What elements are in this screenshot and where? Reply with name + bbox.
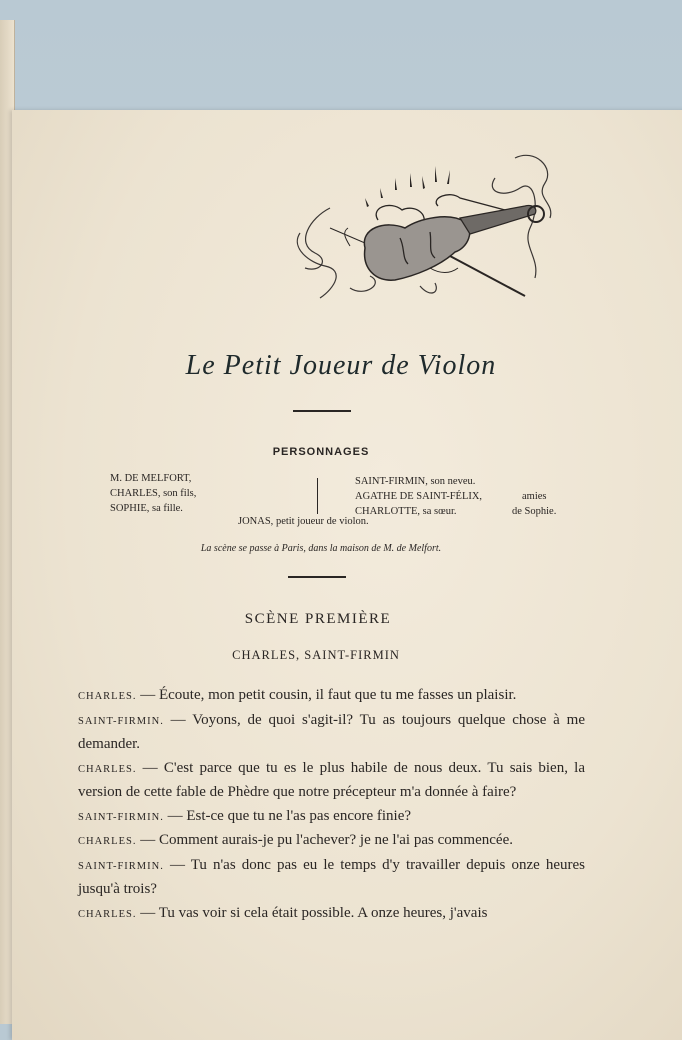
cast-entry: M. DE MELFORT, (110, 473, 192, 484)
scene-setting: La scène se passe à Paris, dans la maison de M. de Melfort. (200, 543, 442, 554)
cast-entry: SOPHIE, sa fille. (110, 503, 183, 514)
scene-characters: CHARLES, SAINT-FIRMIN (232, 648, 400, 662)
bracket-note-line: de Sophie. (512, 506, 557, 517)
cast-bracket-note-2 (512, 504, 556, 519)
setting-divider (288, 576, 346, 578)
cast-list-right (355, 474, 482, 519)
dialogue-line: SAINT-FIRMIN. — Tu n'as donc pas eu le temps d'y travailler depuis onze heures jusqu'à trois? (78, 856, 585, 897)
dialogue-line: CHARLES. — Écoute, mon petit cousin, il faut que tu me fasses un plaisir. (78, 687, 517, 703)
title-divider (293, 410, 351, 412)
cast-bracket-note (522, 489, 547, 504)
cast-entry: CHARLOTTE, sa sœur. (355, 506, 457, 517)
scene-title: SCÈNE PREMIÈRE (244, 611, 392, 627)
dialogue-text (40, 684, 585, 926)
dialogue-line: CHARLES. — Tu vas voir si cela était possible. A onze heures, j'avais (78, 904, 488, 921)
cast-entry-jonas: JONAS, petit joueur de violon. (238, 516, 369, 527)
page-title: Le Petit Joueur de Violon (185, 350, 497, 381)
cast-entry: CHARLES, son fils, (110, 488, 197, 499)
cast-list-left (110, 471, 196, 516)
cast-entry: SAINT-FIRMIN, son neveu. (355, 476, 476, 487)
cast-separator (317, 478, 318, 514)
dialogue-line: SAINT-FIRMIN. — Est-ce que tu ne l'as pas encore finie? (78, 807, 412, 824)
personnages-heading: PERSONNAGES (272, 446, 370, 458)
bracket-note-line: amies (522, 491, 547, 502)
dialogue-line: CHARLES. — C'est parce que tu es le plus habile de nous deux. Tu sais bien, la version de cette fable de Phèdre que notre précepteur m'a donnée à faire? (78, 759, 585, 800)
dialogue-line: SAINT-FIRMIN. — Voyons, de quoi s'agit-il? Tu as toujours quelque chose à me demander. (78, 711, 585, 752)
dialogue-line: CHARLES. — Comment aurais-je pu l'achever? je ne l'ai pas commencée. (78, 832, 513, 848)
violin-ornament-icon (290, 148, 560, 313)
cast-entry: AGATHE DE SAINT-FÉLIX, (355, 491, 483, 502)
